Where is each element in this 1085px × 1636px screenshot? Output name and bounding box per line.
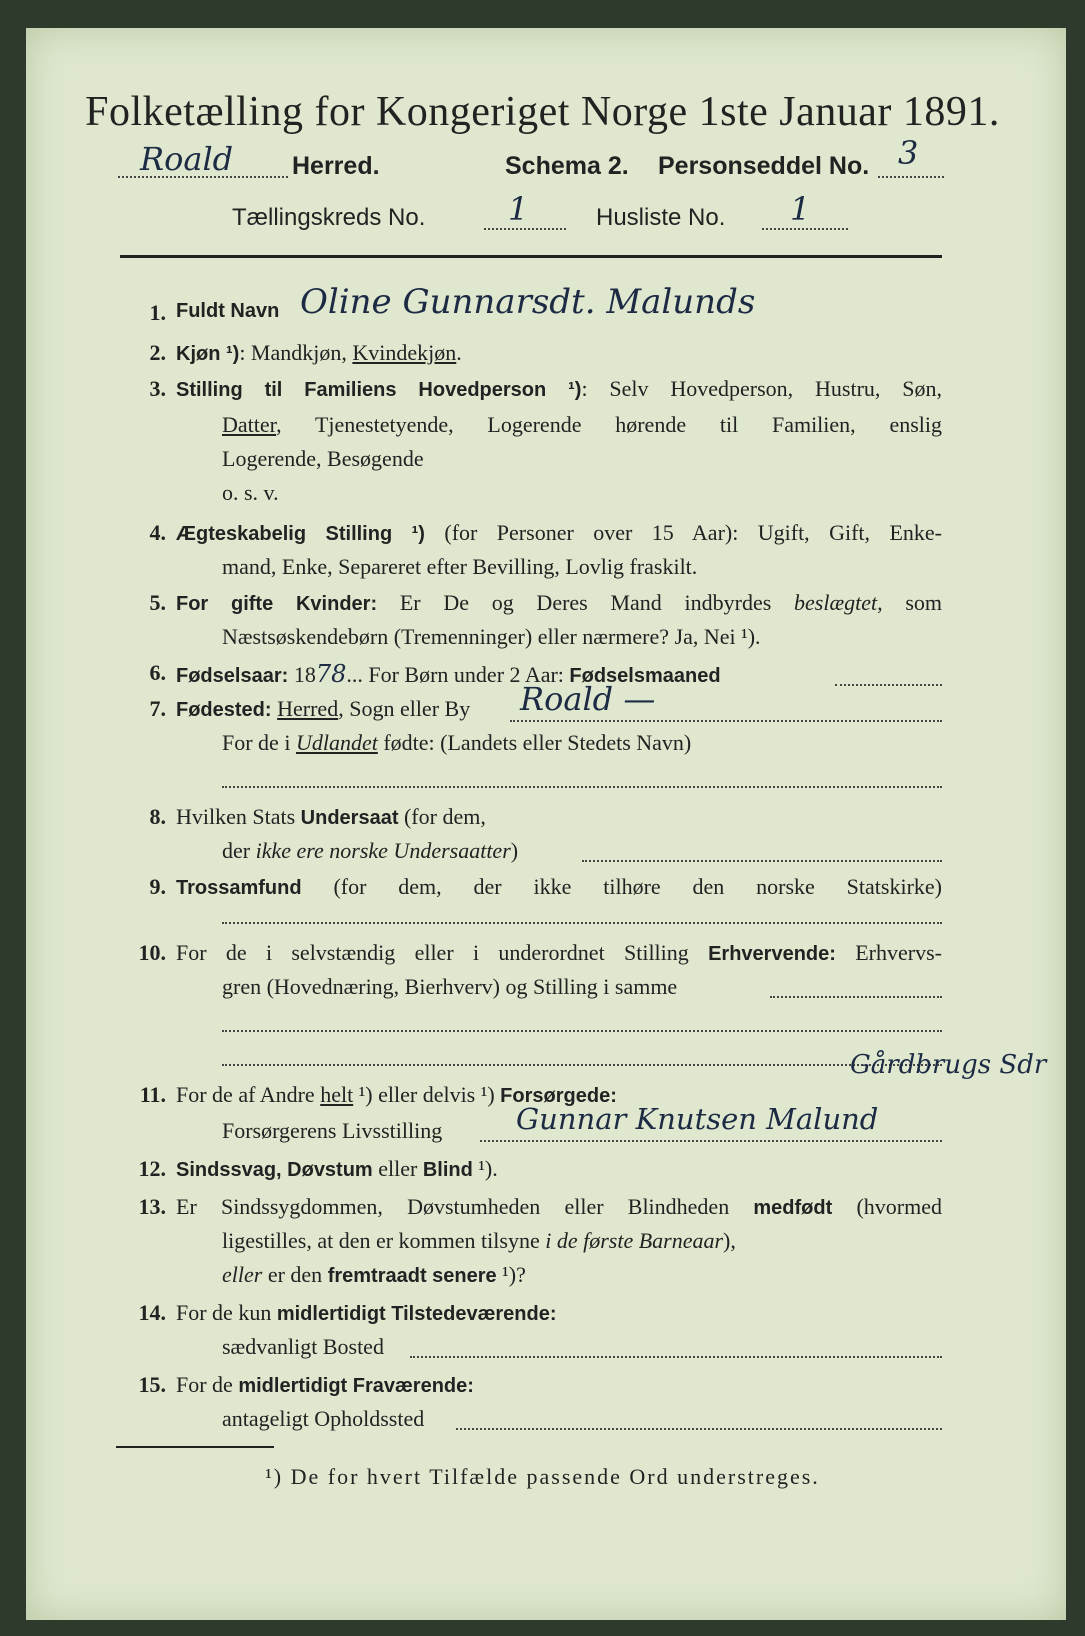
q10-dots2	[222, 1030, 942, 1032]
item-number: 14.	[138, 1300, 166, 1325]
q9-dots	[222, 922, 942, 924]
herred-value: Roald	[140, 140, 234, 178]
q13-text1: Er Sindssygdommen, Døvstumheden eller Blindheden	[176, 1194, 754, 1219]
q14-label: midlertidigt Tilstedeværende:	[276, 1303, 557, 1325]
q11-dots	[480, 1140, 942, 1142]
q13-line1	[176, 1194, 942, 1220]
q8-line2-italic: ikke ere norske Undersaatter	[255, 838, 511, 863]
q6-label2: Fødselsmaaned	[569, 665, 721, 687]
q8-label: Undersaat	[300, 807, 399, 829]
q7-text: , Sogn eller By	[338, 696, 471, 721]
q6-label: Fødselsaar:	[176, 665, 294, 687]
q14-text1: For de kun	[176, 1300, 277, 1325]
q5-line1	[176, 590, 942, 616]
q11-label: Forsørgede:	[500, 1085, 617, 1107]
personseddel-value: 3	[898, 134, 919, 172]
husliste-dots	[762, 228, 848, 230]
q5-label: For gifte Kvinder:	[176, 593, 378, 615]
q14-line1	[176, 1300, 557, 1326]
q7-line2b: fødte: (Landets eller Stedets Navn)	[377, 730, 692, 755]
q3-line2	[222, 412, 942, 438]
q10-text1: For de i selvstændig eller i underordnet Stilling	[176, 940, 709, 965]
q7-selected: Herred	[277, 696, 339, 721]
q8-line2a: der	[222, 838, 256, 863]
item-number: 2.	[149, 340, 166, 365]
q2-label: Kjøn ¹)	[176, 343, 240, 365]
q15-line2: antageligt Opholdssted	[222, 1406, 425, 1431]
q4-label: Ægteskabelig Stilling ¹)	[176, 523, 425, 545]
q7-dots	[510, 720, 942, 722]
q11-occupation-value: Gårdbrugs Sdr	[850, 1050, 1047, 1080]
q2-selected: Kvindekjøn	[352, 340, 457, 365]
q9-text: (for dem, der ikke tilhøre den norske Statskirke)	[301, 874, 942, 899]
taellingskreds-label: Tællingskreds No.	[232, 204, 426, 231]
schema-label: Schema 2.	[505, 152, 629, 180]
footnote-rule	[116, 1446, 274, 1448]
q8-dots	[582, 860, 942, 862]
item-number: 3.	[149, 376, 166, 401]
q13-line3	[222, 1262, 526, 1288]
q12-label: Sindssvag, Døvstum	[176, 1159, 373, 1181]
q12-end: ¹).	[472, 1156, 498, 1181]
q4-text1: (for Personer over 15 Aar): Ugift, Gift, Enke-	[424, 520, 942, 545]
item-number: 9.	[149, 874, 166, 899]
footnote: ¹) De for hvert Tilfælde passende Ord understreges.	[265, 1464, 820, 1489]
q11-provider-value: Gunnar Knutsen Malund	[516, 1102, 879, 1136]
q11-line2: Forsørgerens Livsstilling	[222, 1118, 443, 1143]
husliste-value: 1	[790, 190, 811, 228]
item-number: 7.	[149, 696, 166, 721]
q5-text1b: som	[882, 590, 943, 615]
q10-line1	[176, 940, 942, 966]
q5-text1: Er De og Deres Mand indbyrdes	[377, 590, 794, 615]
q2-end: .	[456, 340, 462, 365]
q3-line4: o. s. v.	[222, 480, 279, 505]
q15-dots	[456, 1428, 942, 1430]
q13-label: medfødt	[753, 1197, 833, 1219]
item-number: 4.	[149, 520, 166, 545]
q11-text1: For de af Andre	[176, 1082, 321, 1107]
q6-dots	[835, 684, 942, 686]
q7-line2a: For de i	[222, 730, 296, 755]
q4-line2: mand, Enke, Separeret efter Bevilling, Lovlig fraskilt.	[222, 554, 698, 579]
header-rule	[120, 255, 942, 258]
item-number: 11.	[139, 1082, 166, 1107]
q11-selected: helt	[320, 1082, 354, 1107]
q5-italic: beslægtet,	[794, 590, 883, 615]
form-title: Folketælling for Kongeriget Norge 1ste Januar 1891.	[85, 89, 1000, 135]
q3-selected: Datter	[222, 412, 277, 437]
q3-text1: : Selv Hovedperson, Hustru, Søn,	[581, 376, 942, 401]
q8-line2	[222, 838, 518, 864]
q12-label2: Blind	[422, 1159, 473, 1181]
q3-line1	[176, 376, 942, 402]
q1-name-value: Oline Gunnarsdt. Malunds	[300, 282, 756, 322]
personseddel-label: Personseddel No.	[658, 152, 870, 180]
q11-text1b: ¹) eller delvis ¹)	[353, 1082, 501, 1107]
item-number: 13.	[138, 1194, 166, 1219]
q10-dots3	[222, 1064, 942, 1066]
q15-text1: For de	[176, 1372, 239, 1397]
q9-line	[176, 874, 942, 900]
q8-line2b: )	[510, 838, 519, 863]
husliste-label: Husliste No.	[596, 204, 726, 231]
q13-line3-italic: eller	[222, 1262, 263, 1287]
herred-label: Herred.	[292, 152, 380, 180]
q13-line3b: ¹)?	[496, 1262, 526, 1287]
q12-text: eller	[372, 1156, 423, 1181]
q15-line1	[176, 1372, 474, 1398]
q13-label2: fremtraadt senere	[327, 1265, 497, 1287]
q10-dots	[770, 996, 942, 998]
item-number: 1.	[149, 300, 166, 325]
q7-birthplace-value: Roald —	[520, 680, 656, 718]
q7-line2-italic: Udlandet	[295, 730, 378, 755]
taellingskreds-value: 1	[508, 190, 529, 228]
q6-year-value: 78	[315, 660, 347, 688]
q12-line	[176, 1156, 498, 1182]
q2-line	[176, 340, 462, 366]
item-number: 12.	[138, 1156, 166, 1181]
q13-line3a: er den	[262, 1262, 328, 1287]
q8-text1b: (for dem,	[398, 804, 486, 829]
q2-text: : Mandkjøn,	[239, 340, 353, 365]
q13-line2-italic: i de første Barneaar	[545, 1228, 724, 1253]
q15-label: midlertidigt Fraværende:	[238, 1375, 474, 1397]
q7-dots2	[222, 786, 942, 788]
q8-line1	[176, 804, 486, 830]
item-number: 15.	[138, 1372, 166, 1397]
q1-label: Fuldt Navn	[176, 300, 280, 322]
q5-line2: Næstsøskendebørn (Tremenninger) eller nærmere? Ja, Nei ¹).	[222, 624, 761, 649]
q14-line2: sædvanligt Bosted	[222, 1334, 384, 1359]
q10-text1b: Erhvervs-	[835, 940, 942, 965]
q4-line1	[176, 520, 942, 546]
item-number: 6.	[149, 660, 166, 685]
q13-line2	[222, 1228, 736, 1254]
q9-label: Trossamfund	[176, 877, 302, 899]
q6-text: ... For Børn under 2 Aar:	[346, 662, 570, 687]
q3-line3: Logerende, Besøgende	[222, 446, 424, 471]
taellingskreds-dots	[484, 228, 566, 230]
q10-line2: gren (Hovednæring, Bierhverv) og Stilling i samme	[222, 974, 678, 999]
q14-dots	[410, 1356, 942, 1358]
q7-line2	[222, 730, 691, 756]
q3-label: Stilling til Familiens Hovedperson ¹)	[176, 379, 582, 401]
personseddel-dots	[878, 176, 944, 178]
item-number: 8.	[149, 804, 166, 829]
q13-line2b: ),	[723, 1228, 736, 1253]
q13-text1b: (hvormed	[832, 1194, 943, 1219]
q8-text1: Hvilken Stats	[176, 804, 301, 829]
q6-year-prefix: 18	[293, 662, 316, 687]
q13-line2a: ligestilles, at den er kommen tilsyne	[222, 1228, 546, 1253]
q10-label: Erhvervende:	[708, 943, 836, 965]
q7-line1	[176, 696, 470, 722]
item-number: 10.	[138, 940, 166, 965]
q3-text2: , Tjenestetyende, Logerende hørende til Familien, enslig	[276, 412, 942, 437]
q7-label: Fødested:	[176, 699, 278, 721]
item-number: 5.	[149, 590, 166, 615]
